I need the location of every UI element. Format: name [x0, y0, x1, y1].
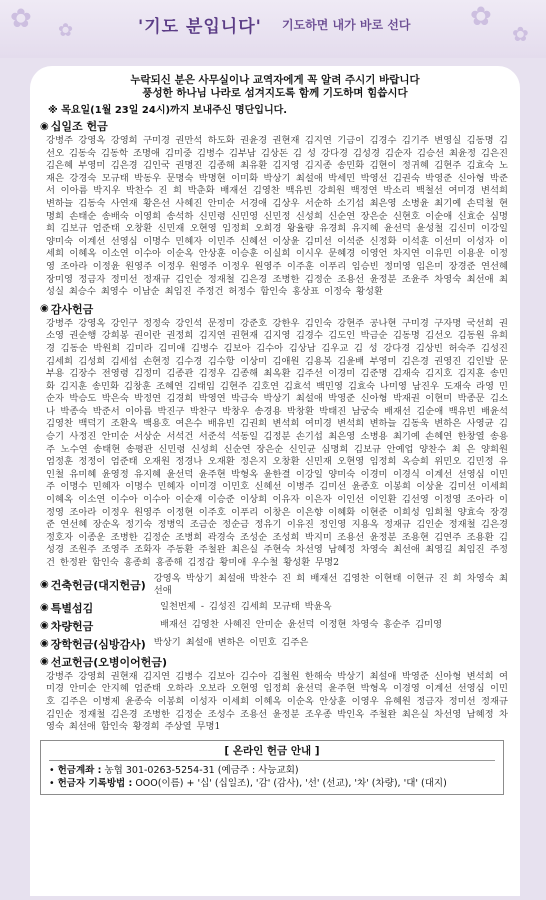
flower-decoration-icon: ✿: [512, 22, 529, 46]
offering-list-panel: [30, 66, 520, 896]
scholarship-section: [40, 636, 508, 652]
tithe-heading: 십일조 헌금: [50, 120, 108, 133]
special-section: [40, 600, 508, 616]
building-names: 강영옥 박상기 최설애 박찬수 진 희 배재선 김영찬 이현태 이현규 진 희 차영숙 최선애: [153, 572, 508, 597]
record-label: 헌금자 기록방법 :: [57, 777, 133, 789]
bullet-icon: ◉: [40, 638, 49, 650]
scholarship-heading: 장학헌금(심방감사): [50, 637, 146, 651]
flower-decoration-icon: ✿: [10, 4, 32, 34]
online-offering-box: [40, 740, 504, 795]
account-line: • 헌금계좌 : 농협 301-0263-5254-31 (예금주 : 사능교회): [49, 764, 299, 776]
thanks-names: 강병주 강영옥 강인구 정정숙 강인석 문정미 강준호 강한우 김인숙 강현주 공나현 구미경 구자명 국선희 권소영 권순행 강희봉 권이란 권정희 김지연 권현재 김지영 김경수 김도인 박금순 김동명 김선오 김동원 유희경 김동순 박원희 김미라 김미애 김병수 김보아 김수아 김상남 김우교 김 성 강다경 김상빈 허숙주 김성진 김세희 김성희 김세섭 손현정 김수경 김수항 이상미 김애원 김용복 김윤배 부영미 김은경 권영진 김인발 문부용 김장수 전영령 김정미 김종관 김정우 김종해 최옥환 김주선 이경미 김준명 김재숙 김지호 김지훈 송민화 김지훈 송민화 김창훈 조혜연 김태임 김현주 김호연 김효석 백민영 김효숙 나미영 남진우 도재숙 라영 민순자 박승도 박은숙 박정연 김경희 박영연 박금숙 박상기 최설애 박영준 신아형 박재권 이현미 박종문 김소나 박종숙 박준서 이아름 박진구 박찬구 박창우 송경용 박창환 박태진 남궁숙 배재선 김순애 백유빈 배윤석 김영찬 백덕기 조환옥 백용호 여은수 배유빈 김권희 변석희 여미경 변석희 변하늘 김동욱 변하은 사영균 김승기 사정진 안미순 서상순 서석건 서준석 석동일 김정분 손기섭 최은영 소병용 최기예 손혜연 한창열 송용주 노수연 송태현 송평관 신민령 신성희 신순연 장은순 신인균 심명희 김보규 안예업 양찬수 최 은 양희원 엄정훈 정정이 엄준태 오재원 정경나 오재환 정은지 오창환 신민재 오현영 임정희 옥승희 위민오 김민정 유인철 유미혜 윤영정 유지혜 윤선덕 윤주현 박형옥 윤한결 이강일 양미숙 이경미 이경식 이계선 선영심 이민주 이명수 민혜자 이명수 민혜자 이미경 이민호 신혜선 이병주 김미선 윤종호 이봉희 이상윤 김미선 이세희 이혜옥 이소연 이수아 이수아 이순재 이승준 이상희 이유자 이은자 이인선 이인환 김선영 이정영 조아라 이정영 조아라 이정우 원영주 이정현 이주호 이푸리 이창은 이은향 이혜화 이현준 이희성 임희철 양효숙 장경준 연선혜 장순옥 정기숙 정병익 조금순 정순금 정유기 이유진 정인영 지용옥 정재규 김인순 정재철 김은경 정호자 이종운 조병한 김정순 조병희 곽경숙 조성순 조성희 박지미 조용선 윤정분 조용현 김연주 조용환 김성경 조원주 조영주 조화자 주동환 주철완 최은실 주현숙 차선영 남혜정 차영숙 최선애 최영길 최임진 주정건 한정완 함인숙 홍종희 홍종해 김정갑 황미애 우수철 황성환 무명2: [46, 317, 508, 568]
thanks-section: [40, 301, 508, 570]
scholarship-names: 박상기 최설애 변하은 이민호 김주은: [153, 636, 309, 648]
thanks-heading: 감사헌금: [50, 302, 94, 316]
special-names: 일천번제 - 김성진 김세희 모규태 박윤옥: [160, 600, 332, 612]
bulletin-subtitle: 기도하면 내가 바로 선다: [282, 18, 411, 32]
vehicle-section: [40, 618, 508, 634]
mission-names: 강병주 강영희 권현재 김지연 김병수 김보아 김수아 김철원 한해숙 박상기 최설애 박영준 신아형 변석희 여미경 안미순 안지혜 엄준태 오하라 오보라 오현영 임정희 윤선덕 윤주현 박형옥 이경영 이계선 선영심 이민호 김주은 이병제 윤종숙 이봉희 이성자 이세희 이혜옥 이순옥 안상훈 이영우 유혜원 정금자 정미선 정재규 김인순 정재철 김은경 조병한 김정순 조성수 조용선 윤정분 조우종 박인옥 주철완 최은실 차선영 남혜정 차영숙 최선애 함인숙 황경희 주상열 무명1: [46, 670, 508, 733]
building-section: [40, 572, 508, 598]
building-heading: 건축헌금(대지헌금): [50, 578, 146, 592]
tithe-section: [40, 118, 508, 299]
intro-line-2: 풍성한 하나님 나라로 섬겨지도록 함께 기도하며 힘씁시다: [142, 87, 408, 99]
account-label: 헌금계좌 :: [57, 764, 102, 776]
mission-heading: 선교헌금(오병이어헌금): [50, 655, 168, 669]
flower-decoration-icon: ✿: [58, 20, 74, 41]
intro-text: [30, 74, 520, 100]
deadline-notice: ※ 목요일(1월 23일 24시)까지 보내주신 명단입니다.: [48, 105, 288, 116]
record-value: OOO(이름) + '십' (십일조), '감' (감사), '선' (선교), '차' (차량), '대' (대지): [135, 777, 447, 789]
bullet-icon: ◉: [40, 579, 49, 591]
bullet-icon: ◉: [40, 303, 49, 315]
bulletin-title: '기도 분입니다': [138, 17, 262, 37]
bullet-icon: ◉: [40, 620, 49, 632]
special-heading: 특별섬김: [50, 601, 94, 615]
bullet-icon: ◉: [40, 120, 49, 132]
record-line: • 헌금자 기록방법 : OOO(이름) + '십' (십일조), '감' (감사), '선' (선교), '차' (차량), '대' (대지): [49, 777, 447, 789]
header-banner: [0, 0, 546, 58]
bullet-icon: ◉: [40, 656, 49, 668]
account-value: 농협 301-0263-5254-31 (예금주 : 사능교회): [104, 764, 299, 776]
bullet-icon: ◉: [40, 602, 49, 614]
intro-line-1: 누락되신 분은 사무실이나 교역자에게 꼭 알려 주시기 바랍니다: [130, 74, 420, 86]
tithe-names: 강병주 강영옥 강영희 구미경 권만석 하도화 권윤경 권현재 김지연 기금이 김경수 김기주 변영실 김동명 김선오 김동숙 김동학 조명애 김미중 김병수 김부남 김상돈 김 성 강다경 김성경 김순자 김승선 최윤정 김은진 김은혜 부영미 김은경 김인국 권명진 김종해 최유환 김지영 김지종 송민화 김현이 정귀혜 김현주 김효숙 노재은 강경숙 모규태 박동우 문명숙 박명현 이미화 박상기 최설애 박세민 박영선 김권숙 박영준 신아형 박준서 이아름 박지우 박찬수 진 희 박춘화 배재선 김영찬 백유빈 강희원 백정연 박소리 백철선 여미경 변석희 변하늘 김동숙 사연재 황은선 사혜진 안미순 서경애 김상우 서순하 소기섭 최은영 소병윤 최기예 손덕철 현명희 손태순 송배숙 이영희 송석하 신민령 신민영 신민정 신성희 신순연 장은순 신현호 이순애 신효순 심명희 김보규 엄준태 오창환 신민재 오현영 임정희 오희경 왕율량 유경희 유지혜 윤선덕 윤성철 김신미 이강일 양미숙 이계선 선영심 이명수 민혜자 이민주 신혜선 이상윤 김미선 이석준 신정화 이석훈 이선미 이성자 이세희 이혜옥 이소연 이수아 이순옥 안상훈 이승훈 이실희 이시우 문혜경 이영언 차지연 이유민 이용운 이정영 조아라 이정윤 원영주 이정우 원영주 이정우 원영주 이주훈 이푸리 임승빈 정미영 임은미 장경준 연선혜 장미영 정금자 정미선 정재규 김인순 정재철 김은경 조병한 김정순 조용선 윤정분 조윤주 차영숙 최선애 최성실 최승수 최영수 이남순 최임진 주정건 허정수 함인숙 홍상표 이정숙 황성환: [46, 135, 508, 298]
mission-section: [40, 654, 508, 734]
flower-decoration-icon: ✿: [470, 2, 492, 32]
online-offering-title: [ 온라인 헌금 안내 ]: [49, 743, 495, 761]
vehicle-heading: 차량헌금: [50, 619, 94, 633]
vehicle-names: 배재선 김영찬 사혜진 안미순 윤선덕 이정현 차영숙 홍순주 김미영: [160, 618, 443, 630]
